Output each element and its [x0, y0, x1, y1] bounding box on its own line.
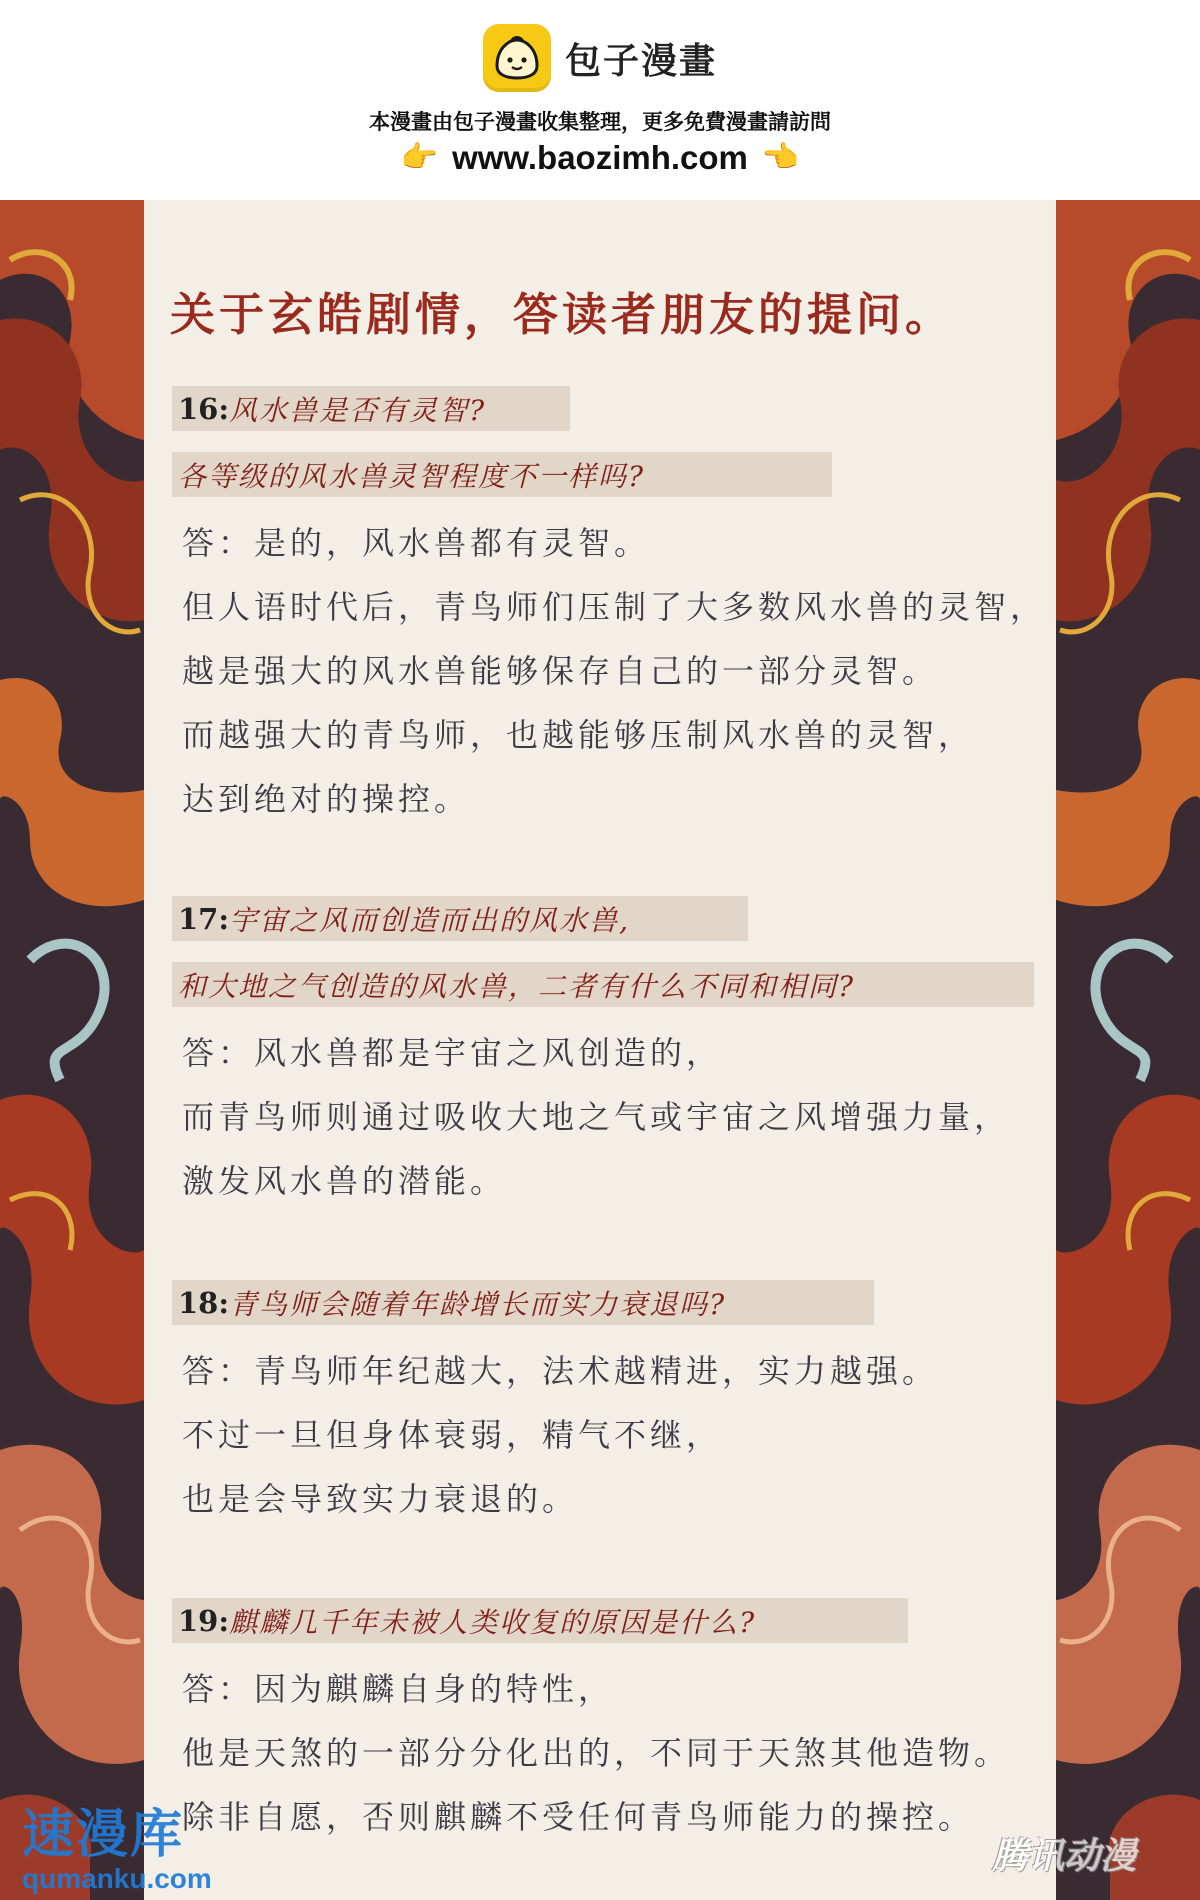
- question-number: 16:: [178, 391, 230, 426]
- question-text: 风水兽是否有灵智?: [229, 393, 487, 427]
- question-number: 18:: [178, 1285, 230, 1320]
- question-number: 17:: [178, 901, 230, 936]
- question-17-line-1: [172, 896, 748, 941]
- question-18-line-1: [172, 1280, 874, 1325]
- answer-16-line-1: 答：是的，风水兽都有灵智。: [182, 524, 651, 562]
- answer-18-line-2: 不过一旦但身体衰弱，精气不继，: [182, 1416, 723, 1454]
- site-header: [0, 0, 1200, 200]
- cloud-ornament-left: [0, 200, 144, 1900]
- answer-18-line-1: 答：青鸟师年纪越大，法术越精进，实力越强。: [182, 1352, 939, 1390]
- question-text: 和大地之气创造的风水兽，二者有什么不同和相同?: [178, 969, 856, 1003]
- site-link-row[interactable]: [0, 136, 1200, 180]
- qumanku-watermark: [22, 1792, 262, 1892]
- question-text: 宇宙之风而创造而出的风水兽,: [229, 903, 630, 937]
- question-text: 麒麟几千年未被人类收复的原因是什么?: [229, 1605, 757, 1639]
- question-number: 19:: [178, 1603, 230, 1638]
- watermark-en-text: qumanku.com: [22, 1863, 212, 1894]
- article-title: 关于玄皓剧情，答读者朋友的提问。: [170, 288, 955, 341]
- answer-19-line-3: 除非自愿，否则麒麟不受任何青鸟师能力的操控。: [182, 1798, 975, 1836]
- question-17-line-2: [172, 962, 1034, 1007]
- question-text: 各等级的风水兽灵智程度不一样吗?: [178, 459, 646, 493]
- question-16-line-2: [172, 452, 832, 497]
- pointing-right-icon: 👉: [400, 140, 439, 175]
- watermark-cn-text: 速漫库: [22, 1805, 185, 1865]
- question-16-line-1: [172, 386, 570, 431]
- answer-17-line-3: 激发风水兽的潜能。: [182, 1162, 507, 1200]
- answer-19-line-1: 答：因为麒麟自身的特性，: [182, 1670, 615, 1708]
- pointing-left-icon: 👈: [761, 140, 800, 175]
- answer-16-line-3: 越是强大的风水兽能够保存自己的一部分灵智。: [182, 652, 939, 690]
- brand-name[interactable]: 包子漫畫: [564, 40, 717, 82]
- answer-16-line-5: 达到绝对的操控。: [182, 780, 471, 818]
- question-text: 青鸟师会随着年龄增长而实力衰退吗?: [229, 1287, 727, 1321]
- answer-16-line-4: 而越强大的青鸟师，也越能够压制风水兽的灵智，: [182, 716, 975, 754]
- answer-17-line-2: 而青鸟师则通过吸收大地之气或宇宙之风增强力量，: [182, 1098, 1011, 1136]
- answer-17-line-1: 答：风水兽都是宇宙之风创造的，: [182, 1034, 723, 1072]
- answer-19-line-2: 他是天煞的一部分分化出的，不同于天煞其他造物。: [182, 1734, 1011, 1772]
- question-19-line-1: [172, 1598, 908, 1643]
- site-url-link[interactable]: www.baozimh.com: [452, 139, 748, 176]
- tencent-comic-watermark: 腾讯动漫: [992, 1836, 1137, 1877]
- site-tagline: 本漫畫由包子漫畫收集整理，更多免費漫畫請訪問: [369, 110, 831, 134]
- bun-face-icon[interactable]: [483, 24, 551, 92]
- answer-16-line-2: 但人语时代后，青鸟师们压制了大多数风水兽的灵智，: [182, 588, 1047, 626]
- cloud-ornament-right: [1056, 200, 1200, 1900]
- answer-18-line-3: 也是会导致实力衰退的。: [182, 1480, 579, 1518]
- brand-row[interactable]: [0, 22, 1200, 94]
